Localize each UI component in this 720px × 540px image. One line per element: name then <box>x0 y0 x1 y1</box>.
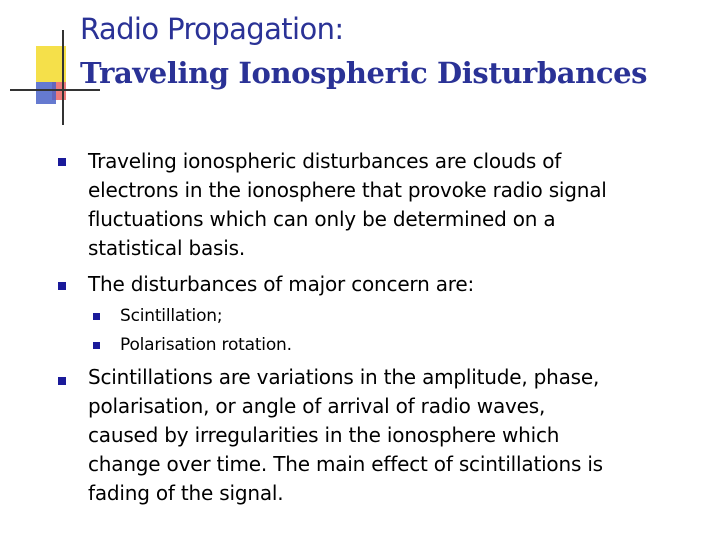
bullet-3-line-2: polarisation, or angle of arrival of radio waves, <box>88 394 546 418</box>
bullet-3-line-1: Scintillations are variations in the amplitude, phase, <box>88 365 600 389</box>
bullet-square-icon <box>58 377 66 385</box>
logo-yellow-square <box>36 46 66 82</box>
sub-bullet-square-icon <box>93 313 100 320</box>
bullet-1-line-2: electrons in the ionosphere that provoke radio signal <box>88 178 607 202</box>
bullet-square-icon <box>58 282 66 290</box>
bullet-1-line-1: Traveling ionospheric disturbances are clouds of <box>88 149 562 173</box>
sub-bullet-1: Scintillation; <box>120 306 223 326</box>
bullet-3-line-4: change over time. The main effect of scintillations is <box>88 452 603 476</box>
bullet-1-line-3: fluctuations which can only be determined on a <box>88 207 556 231</box>
slide-title-line1: Radio Propagation: <box>80 12 344 46</box>
bullet-3-line-5: fading of the signal. <box>88 481 284 505</box>
sub-bullet-square-icon <box>93 342 100 349</box>
bullet-2-line-1: The disturbances of major concern are: <box>88 272 475 296</box>
bullet-square-icon <box>58 158 66 166</box>
sub-bullet-2: Polarisation rotation. <box>120 335 292 355</box>
logo-blue-square <box>36 82 56 104</box>
bullet-1-line-4: statistical basis. <box>88 236 246 260</box>
bullet-3-line-3: caused by irregularities in the ionosphere which <box>88 423 560 447</box>
slide-title-line2: Traveling Ionospheric Disturbances <box>80 56 648 90</box>
